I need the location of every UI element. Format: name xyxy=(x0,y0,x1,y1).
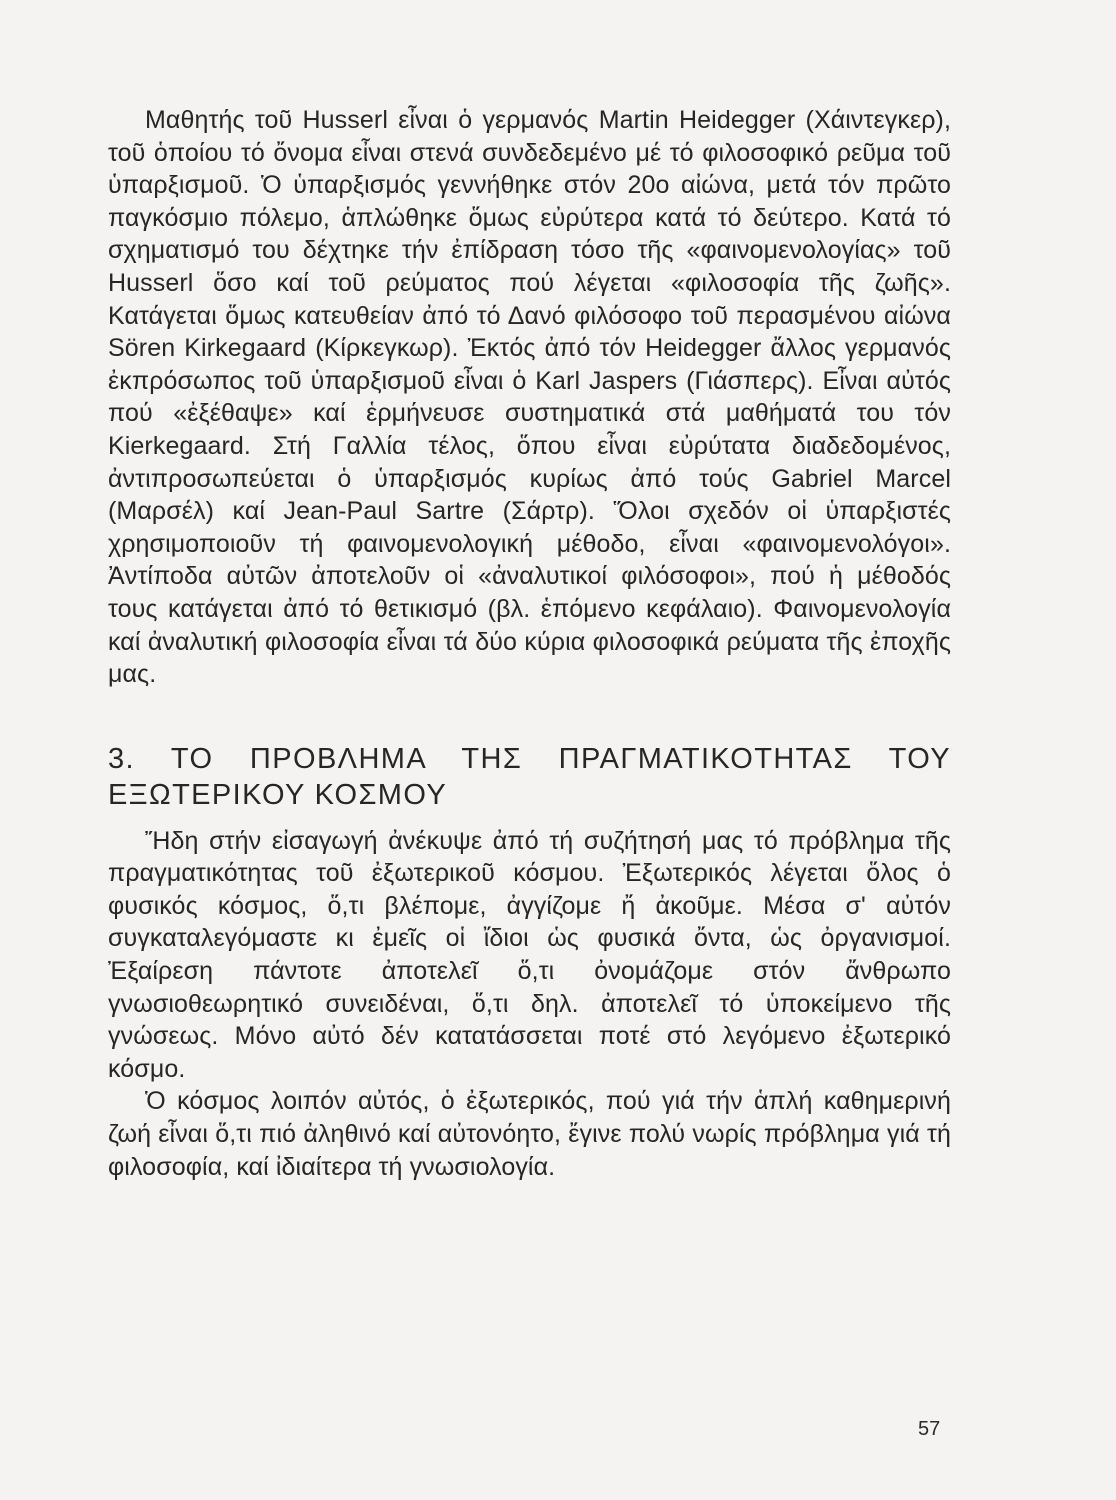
page-body xyxy=(108,104,951,1183)
paragraph-external-world-intro: Ἤδη στήν εἰσαγωγή ἀνέκυψε ἀπό τή συζήτησή μας τό πρόβλημα τῆς πραγματικότητας τοῦ ἐξωτερικοῦ κόσμου. Ἐξωτερικός λέγεται ὅλος ὁ φυσικός κόσμος, ὅ,τι βλέπομε, ἀγγίζομε ἤ ἀκοῦμε. Μέσα σ' αὐτόν συγκαταλεγόμαστε κι ἐμεῖς οἱ ἴδιοι ὡς φυσικά ὄντα, ὡς ὀργανισμοί. Ἐξαίρεση πάντοτε ἀποτελεῖ ὅ,τι ὀνομάζομε στόν ἄνθρωπο γνωσιοθεωρητικό συνειδέναι, ὅ,τι δηλ. ἀποτελεῖ τό ὑποκείμενο τῆς γνώσεως. Μόνο αὐτό δέν κατατάσσεται ποτέ στό λεγόμενο ἐξωτερικό κόσμο. xyxy=(108,826,951,1083)
paragraph-existentialism: Μαθητής τοῦ Husserl εἶναι ὁ γερμανός Martin Heidegger (Χάιντεγκερ), τοῦ ὁποίου τό ὄνομα εἶναι στενά συνδεδεμένο μέ τό φιλοσοφικό ρεῦμα τοῦ ὑπαρξισμοῦ. Ὁ ὑπαρξισμός γεννήθηκε στόν 20ο αἰώνα, μετά τόν πρῶτο παγκόσμιο πόλεμο, ἁπλώθηκε ὅμως εὐρύτερα κατά τό δεύτερο. Κατά τό σχηματισμό του δέχτηκε τήν ἐπίδραση τόσο τῆς «φαινομενολογίας» τοῦ Husserl ὅσο καί τοῦ ρεύματος πού λέγεται «φιλοσοφία τῆς ζωῆς». Κατάγεται ὅμως κατευθείαν ἀπό τό Δανό φιλόσοφο τοῦ περασμένου αἰώνα Sören Kirkegaard (Κίρκεγκωρ). Ἐκτός ἀπό τόν Heidegger ἄλλος γερμανός ἐκπρόσωπος τοῦ ὑπαρξισμοῦ εἶναι ὁ Karl Jaspers (Γιάσπερς). Εἶναι αὐτός πού «ἐξέθαψε» καί ἑρμήνευσε συστηματικά στά μαθήματά του τόν Kierkegaard. Στή Γαλλία τέλος, ὅπου εἶναι εὐρύτατα διαδεδομένος, ἀντιπροσωπεύεται ὁ ὑπαρξισμός κυρίως ἀπό τούς Gabriel Marcel (Μαρσέλ) καί Jean-Paul Sartre (Σάρτρ). Ὅλοι σχεδόν οἱ ὑπαρξιστές χρησιμοποιοῦν τή φαινομενολογική μέθοδο, εἶναι «φαινομενολόγοι». Ἀντίποδα αὐτῶν ἀποτελοῦν οἱ «ἀναλυτικοί φιλόσοφοι», πού ἡ μέθοδός τους κατάγεται ἀπό τό θετικισμό (βλ. ἑπόμενο κεφάλαιο). Φαινομενολογία καί ἀναλυτική φιλοσοφία εἶναι τά δύο κύρια φιλοσοφικά ρεύματα τῆς ἐποχῆς μας. xyxy=(108,106,951,689)
page-number: 57 xyxy=(918,1418,941,1440)
section-heading: 3. ΤΟ ΠΡΟΒΛΗΜΑ ΤΗΣ ΠΡΑΓΜΑΤΙΚΟΤΗΤΑΣ ΤΟΥ ΕΞΩΤΕΡΙΚΟΥ ΚΟΣΜΟΥ xyxy=(108,742,951,811)
paragraph-external-world-problem: Ὁ κόσμος λοιπόν αὐτός, ὁ ἐξωτερικός, πού γιά τήν ἁπλή καθημερινή ζωή εἶναι ὅ,τι πιό ἀληθινό καί αὐτονόητο, ἔγινε πολύ νωρίς πρόβλημα γιά τή φιλοσοφία, καί ἰδιαίτερα τή γνωσιολογία. xyxy=(108,1087,951,1181)
